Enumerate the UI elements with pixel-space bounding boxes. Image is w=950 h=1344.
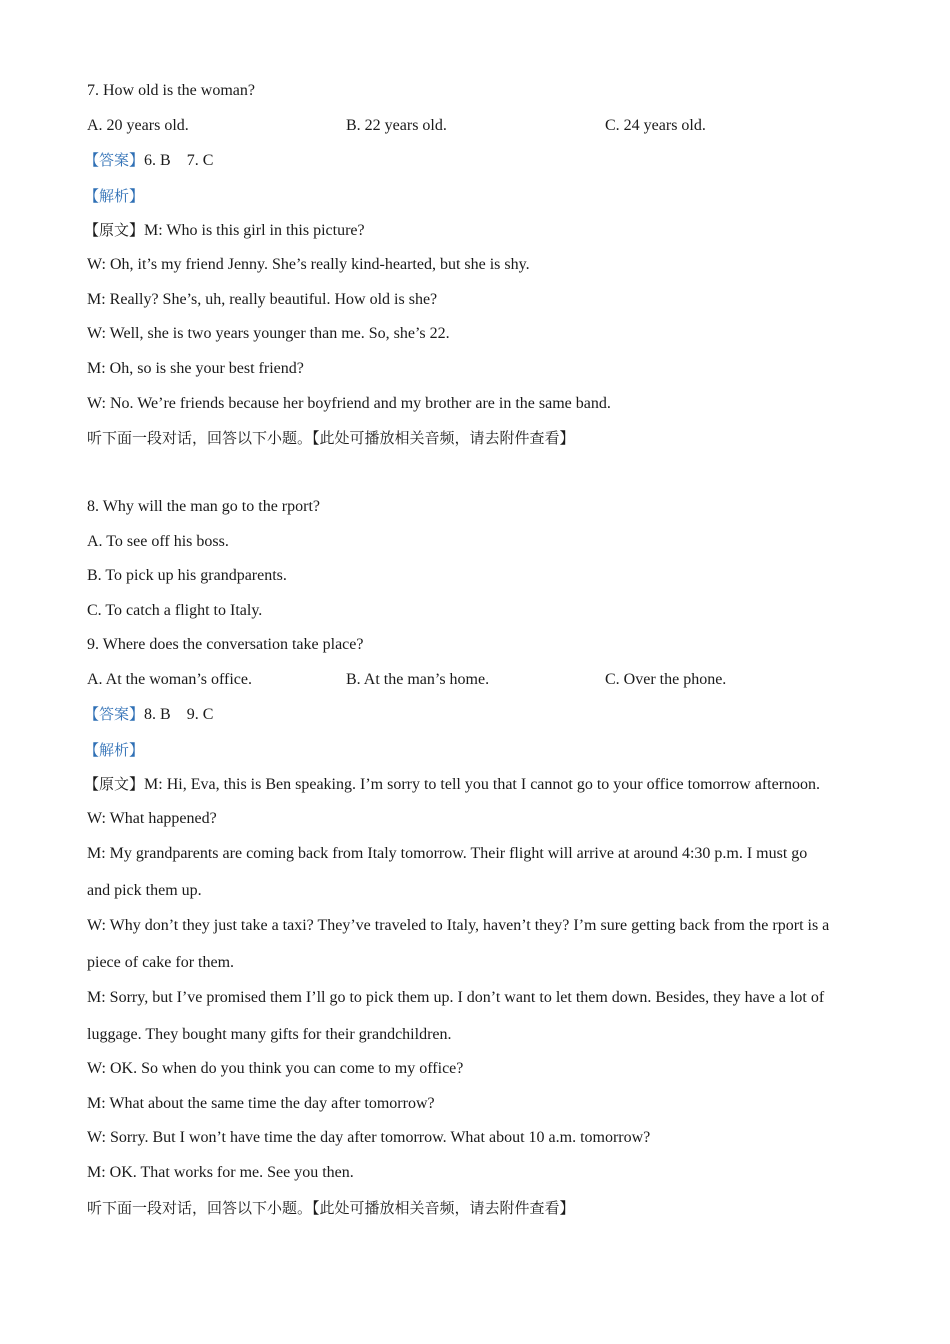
analysis-tag: 【解析】: [84, 741, 145, 759]
question-9-options: [87, 670, 867, 690]
transcript-tag: 【原文】: [84, 221, 145, 239]
answer-tag: 【答案】: [84, 151, 145, 169]
transcript-1-line-2: W: Oh, it’s my friend Jenny. She’s really kind-hearted, but she is shy.: [87, 256, 530, 273]
answer-text: 8. B 9. C: [144, 706, 214, 723]
listening-instruction-1: 听下面一段对话，回答以下小题。【此处可播放相关音频，请去附件查看】: [87, 429, 575, 447]
transcript-2-line-1: [84, 774, 820, 795]
transcript-2-line-3: M: My grandparents are coming back from Italy tomorrow. Their flight will arrive at around 4:30 p.m. I must go: [87, 845, 808, 862]
q7-option-b: B. 22 years old.: [346, 117, 447, 134]
q8-option-b: B. To pick up his grandparents.: [87, 567, 287, 584]
transcript-2-line-4: and pick them up.: [87, 882, 202, 899]
listening-instruction-2: 听下面一段对话，回答以下小题。【此处可播放相关音频，请去附件查看】: [87, 1199, 575, 1217]
answer-1: [84, 150, 213, 171]
transcript-2-line-6: piece of cake for them.: [87, 954, 235, 971]
question-9-stem: 9. Where does the conversation take place?: [87, 636, 364, 653]
transcript-1-line-3: M: Really? She’s, uh, really beautiful. How old is she?: [87, 291, 438, 308]
q9-option-a: A. At the woman’s office.: [87, 671, 253, 688]
transcript-1-line-6: W: No. We’re friends because her boyfriend and my brother are in the same band.: [87, 395, 611, 412]
transcript-1-line-1: [84, 220, 365, 241]
question-8-stem: 8. Why will the man go to the rport?: [87, 498, 320, 515]
answer-tag: 【答案】: [84, 705, 145, 723]
q8-option-a: A. To see off his boss.: [87, 533, 229, 550]
transcript-2-line-2: W: What happened?: [87, 810, 217, 827]
question-7-options: [87, 116, 867, 136]
answer-2: [84, 704, 213, 725]
q9-option-c: C. Over the phone.: [605, 671, 727, 688]
transcript-2-line-5: W: Why don’t they just take a taxi? They’ve traveled to Italy, haven’t they? I’m sure getting back from the rport is a: [87, 917, 830, 934]
q7-option-a: A. 20 years old.: [87, 117, 189, 134]
analysis-2: [84, 740, 144, 761]
q8-option-c: C. To catch a flight to Italy.: [87, 602, 263, 619]
q9-option-b: B. At the man’s home.: [346, 671, 490, 688]
transcript-2-line-12: M: OK. That works for me. See you then.: [87, 1164, 354, 1181]
transcript-2-line-8: luggage. They bought many gifts for their grandchildren.: [87, 1026, 452, 1043]
analysis-1: [84, 186, 144, 207]
transcript-2-line-11: W: Sorry. But I won’t have time the day after tomorrow. What about 10 a.m. tomorrow?: [87, 1129, 651, 1146]
transcript-text: M: Hi, Eva, this is Ben speaking. I’m sorry to tell you that I cannot go to your office tomorrow afternoon.: [144, 776, 821, 793]
transcript-2-line-10: M: What about the same time the day after tomorrow?: [87, 1095, 435, 1112]
transcript-text: M: Who is this girl in this picture?: [144, 222, 365, 239]
transcript-2-line-9: W: OK. So when do you think you can come to my office?: [87, 1060, 464, 1077]
question-7-stem: 7. How old is the woman?: [87, 82, 255, 99]
answer-text: 6. B 7. C: [144, 152, 214, 169]
analysis-tag: 【解析】: [84, 187, 145, 205]
transcript-1-line-4: W: Well, she is two years younger than me. So, she’s 22.: [87, 325, 450, 342]
transcript-1-line-5: M: Oh, so is she your best friend?: [87, 360, 304, 377]
transcript-2-line-7: M: Sorry, but I’ve promised them I’ll go to pick them up. I don’t want to let them down. Besides, they have a lot of: [87, 989, 825, 1006]
transcript-tag: 【原文】: [84, 775, 145, 793]
q7-option-c: C. 24 years old.: [605, 117, 706, 134]
